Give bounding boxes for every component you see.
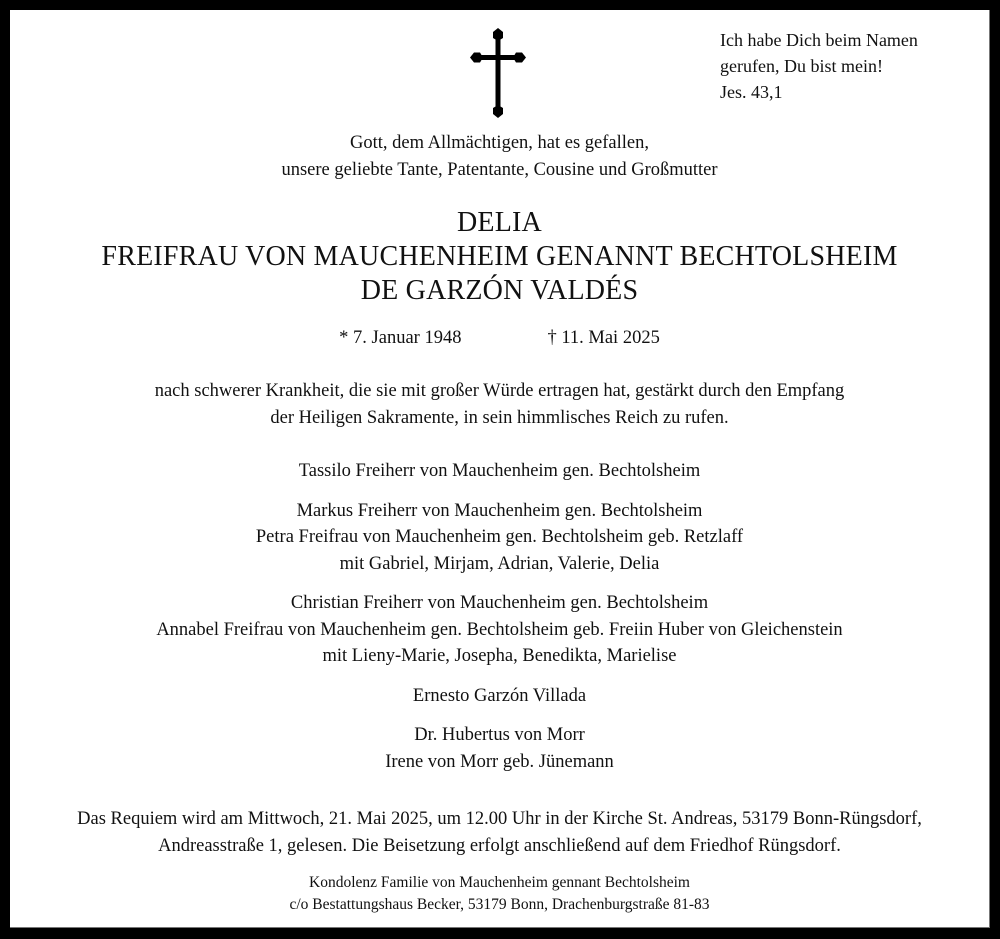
mourner-line: Dr. Hubertus von Morr [414,725,585,745]
mourner-group [10,498,989,578]
mourner-line: Annabel Freifrau von Mauchenheim gen. Bechtolsheim geb. Freiin Huber von Gleichenstein [156,619,843,640]
obituary-notice [10,10,990,928]
dagger-icon: † [547,328,557,348]
verse-reference: Jes. 43,1 [720,82,783,102]
life-dates [10,325,989,352]
mourner-line: Tassilo Freiherr von Mauchenheim gen. Bechtolsheim [298,461,701,481]
bible-verse [720,27,918,105]
name-line: FREIFRAU VON MAUCHENHEIM GENANNT BECHTOLSHEIM [101,241,898,272]
requiem-info [10,806,989,860]
mourner-line: Markus Freiherr von Mauchenheim gen. Bechtolsheim [296,500,703,521]
body-text [10,378,989,432]
body-line: nach schwerer Krankheit, die sie mit großer Würde ertragen hat, gestärkt durch den Empfang [154,381,845,401]
deceased-name [10,206,989,308]
verse-line: Ich habe Dich beim Namen [720,30,918,50]
mourner-line: Irene von Morr geb. Jünemann [385,751,614,772]
cross-icon [470,28,526,118]
condolence-address [10,872,989,916]
condolence-line: c/o Bestattungshaus Becker, 53179 Bonn, Drachenburgstraße 81-83 [289,896,710,913]
mourner-group [10,590,989,670]
mourner-group [10,458,989,485]
mourner-line: Petra Freifrau von Mauchenheim gen. Bechtolsheim geb. Retzlaff [255,527,744,547]
name-line: DE GARZÓN VALDÉS [360,275,639,306]
requiem-line: Das Requiem wird am Mittwoch, 21. Mai 2025, um 12.00 Uhr in der Kirche St. Andreas, 53179 Bonn-Rüngsdorf, [77,809,922,829]
birth-date: * 7. Januar 1948 [339,328,462,348]
mourner-line: mit Lieny-Marie, Josepha, Benedikta, Marielise [322,646,677,666]
mourner-group [10,683,989,710]
intro-line: Gott, dem Allmächtigen, hat es gefallen, [350,133,649,153]
mourner-line: mit Gabriel, Mirjam, Adrian, Valerie, Delia [339,553,660,574]
verse-line: gerufen, Du bist mein! [720,56,883,76]
death-date: 11. Mai 2025 [561,328,660,348]
mourner-line: Christian Freiherr von Mauchenheim gen. Bechtolsheim [290,593,709,613]
mourners-list [10,458,989,788]
intro-line: unsere geliebte Tante, Patentante, Cousine und Großmutter [281,160,718,180]
body-line: der Heiligen Sakramente, in sein himmlisches Reich zu rufen. [270,408,729,428]
name-line: DELIA [457,207,542,238]
intro-text [10,130,989,184]
mourner-group [10,722,989,775]
mourner-line: Ernesto Garzón Villada [412,685,587,706]
requiem-line: Andreasstraße 1, gelesen. Die Beisetzung erfolgt anschließend auf dem Friedhof Rüngsdorf. [158,836,841,856]
condolence-line: Kondolenz Familie von Mauchenheim gennant Bechtolsheim [309,874,690,891]
